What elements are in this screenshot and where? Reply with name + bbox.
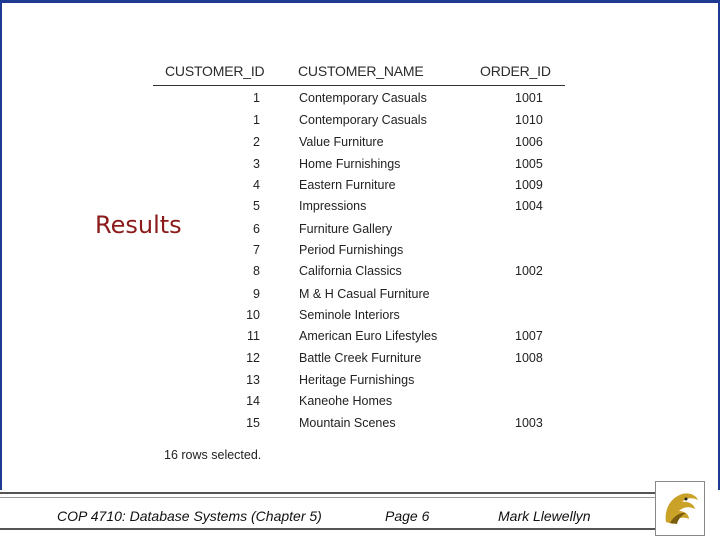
header-underline <box>153 85 565 86</box>
cell-customer-id: 10 <box>246 308 260 322</box>
cell-customer-name: California Classics <box>299 264 402 278</box>
slide-footer <box>0 492 720 540</box>
table-row <box>150 91 570 111</box>
cell-order-id: 1002 <box>515 264 543 278</box>
cell-customer-name: Contemporary Casuals <box>299 113 427 127</box>
cell-customer-name: Home Furnishings <box>299 157 401 171</box>
table-row <box>150 157 570 177</box>
cell-customer-name: Heritage Furnishings <box>299 373 415 387</box>
cell-order-id: 1008 <box>515 351 543 365</box>
pegasus-logo-icon <box>655 481 705 536</box>
cell-customer-id: 12 <box>246 351 260 365</box>
table-row <box>150 113 570 133</box>
rows-selected-note: 16 rows selected. <box>164 448 262 462</box>
cell-customer-id: 2 <box>253 135 260 149</box>
cell-customer-name: Kaneohe Homes <box>299 394 393 408</box>
cell-order-id: 1003 <box>515 416 543 430</box>
cell-customer-name: Impressions <box>299 199 367 213</box>
slide-border-left <box>0 0 2 490</box>
cell-order-id: 1006 <box>515 135 543 149</box>
cell-customer-name: Battle Creek Furniture <box>299 351 422 365</box>
cell-customer-id: 1 <box>253 113 260 127</box>
results-label: Results <box>95 211 182 239</box>
table-row <box>150 222 570 242</box>
cell-order-id: 1004 <box>515 199 543 213</box>
cell-customer-name: Furniture Gallery <box>299 222 393 236</box>
table-row <box>150 264 570 284</box>
cell-customer-name: Mountain Scenes <box>299 416 396 430</box>
cell-customer-name: M & H Casual Furniture <box>299 287 430 301</box>
cell-customer-name: Seminole Interiors <box>299 308 400 322</box>
cell-order-id: 1010 <box>515 113 543 127</box>
footer-rule-top-thin <box>0 497 660 498</box>
cell-customer-name: Value Furniture <box>299 135 384 149</box>
footer-course: COP 4710: Database Systems (Chapter 5) <box>57 508 322 524</box>
table-row <box>150 416 570 436</box>
cell-customer-id: 3 <box>253 157 260 171</box>
footer-rule-bottom <box>0 528 660 530</box>
cell-customer-id: 13 <box>246 373 260 387</box>
cell-customer-id: 7 <box>253 243 260 257</box>
header-customer-id: CUSTOMER_ID <box>165 63 265 79</box>
cell-customer-id: 14 <box>246 394 260 408</box>
cell-order-id: 1007 <box>515 329 543 343</box>
cell-customer-name: Contemporary Casuals <box>299 91 427 105</box>
table-row <box>150 243 570 263</box>
cell-customer-name: American Euro Lifestyles <box>299 329 438 343</box>
table-row <box>150 394 570 414</box>
table-row <box>150 135 570 155</box>
cell-customer-name: Period Furnishings <box>299 243 404 257</box>
cell-order-id: 1001 <box>515 91 543 105</box>
table-row <box>150 329 570 349</box>
table-row <box>150 287 570 307</box>
header-order-id: ORDER_ID <box>480 63 551 79</box>
cell-customer-id: 4 <box>253 178 260 192</box>
header-customer-name: CUSTOMER_NAME <box>298 63 424 79</box>
cell-customer-id: 8 <box>253 264 260 278</box>
table-row <box>150 373 570 393</box>
cell-order-id: 1009 <box>515 178 543 192</box>
table-row <box>150 178 570 198</box>
cell-customer-id: 6 <box>253 222 260 236</box>
table-row <box>150 199 570 219</box>
cell-customer-id: 5 <box>253 199 260 213</box>
footer-page: Page 6 <box>385 508 430 524</box>
footer-author: Mark Llewellyn <box>498 508 591 524</box>
table-row <box>150 351 570 371</box>
cell-customer-id: 11 <box>247 329 260 343</box>
cell-customer-id: 15 <box>246 416 260 430</box>
cell-order-id: 1005 <box>515 157 543 171</box>
cell-customer-name: Eastern Furniture <box>299 178 396 192</box>
slide-border-top <box>0 0 720 3</box>
cell-customer-id: 9 <box>253 287 260 301</box>
cell-customer-id: 1 <box>253 91 260 105</box>
table-row <box>150 308 570 328</box>
footer-rule-top <box>0 492 660 494</box>
